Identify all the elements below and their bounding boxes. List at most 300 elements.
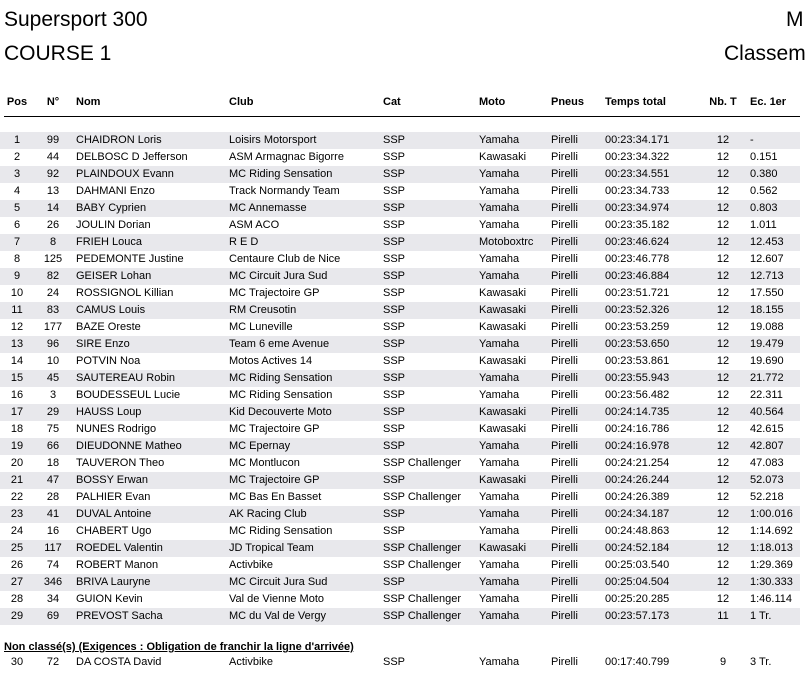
cell-num: 117 — [44, 542, 62, 554]
cell-club: Motos Actives 14 — [229, 355, 313, 367]
cell-ec: 21.772 — [750, 372, 784, 384]
cell-club: Centaure Club de Nice — [229, 253, 341, 265]
cell-ec: 1.011 — [750, 219, 777, 231]
cell-club: MC Epernay — [229, 440, 291, 452]
cell-num: 41 — [46, 508, 60, 520]
cell-temps: 00:24:16.786 — [605, 423, 670, 435]
cell-moto: Kawasaki — [479, 304, 527, 316]
table-row — [0, 200, 800, 217]
cell-moto: Kawasaki — [479, 151, 527, 163]
cell-temps: 00:23:34.974 — [605, 202, 670, 214]
col-header-num: N° — [46, 96, 60, 108]
cell-ec: 0.151 — [750, 151, 778, 163]
cell-pos: 24 — [10, 525, 24, 537]
cell-pneus: Pirelli — [551, 338, 578, 350]
cell-nom: GUION Kevin — [76, 593, 143, 605]
cell-moto: Yamaha — [479, 389, 520, 401]
table-row — [0, 387, 800, 404]
cell-num: 125 — [43, 253, 63, 265]
cell-nbt: 12 — [716, 525, 730, 537]
cell-nbt: 12 — [716, 202, 730, 214]
cell-pneus: Pirelli — [551, 593, 578, 605]
cell-cat: SSP — [383, 270, 406, 282]
cell-club: Activbike — [229, 656, 274, 668]
cell-nbt: 12 — [716, 457, 730, 469]
cell-nbt: 12 — [716, 576, 730, 588]
cell-pos: 8 — [13, 253, 21, 265]
cell-moto: Yamaha — [479, 168, 520, 180]
cell-pneus: Pirelli — [551, 610, 578, 622]
cell-temps: 00:23:56.482 — [605, 389, 670, 401]
cell-num: 82 — [46, 270, 60, 282]
cell-num: 177 — [43, 321, 63, 333]
cell-pneus: Pirelli — [551, 185, 578, 197]
cell-temps: 00:24:14.735 — [605, 406, 670, 418]
cell-cat: SSP Challenger — [383, 491, 462, 503]
cell-club: ASM ACO — [229, 219, 280, 231]
col-header-temps: Temps total — [605, 96, 666, 108]
cell-nbt: 12 — [716, 321, 730, 333]
cell-club: AK Racing Club — [229, 508, 307, 520]
cell-moto: Kawasaki — [479, 406, 527, 418]
table-row — [0, 540, 800, 557]
not-classified-table — [0, 654, 800, 671]
cell-pneus: Pirelli — [551, 440, 578, 452]
cell-cat: SSP — [383, 134, 406, 146]
cell-ec: 1:29.369 — [750, 559, 793, 571]
cell-moto: Yamaha — [479, 559, 520, 571]
cell-pos: 3 — [13, 168, 21, 180]
cell-temps: 00:23:55.943 — [605, 372, 670, 384]
cell-pneus: Pirelli — [551, 253, 578, 265]
cell-ec: 0.803 — [750, 202, 778, 214]
cell-nbt: 12 — [716, 440, 730, 452]
cell-nom: ROEDEL Valentin — [76, 542, 163, 554]
col-header-cat: Cat — [383, 96, 401, 108]
cell-pneus: Pirelli — [551, 525, 578, 537]
cell-nbt: 12 — [716, 185, 730, 197]
cell-temps: 00:23:35.182 — [605, 219, 670, 231]
cell-nbt: 12 — [716, 236, 730, 248]
cell-pos: 23 — [10, 508, 24, 520]
cell-cat: SSP — [383, 202, 406, 214]
cell-num: 96 — [46, 338, 60, 350]
cell-club: Kid Decouverte Moto — [229, 406, 332, 418]
cell-pos: 28 — [10, 593, 24, 605]
cell-num: 8 — [49, 236, 57, 248]
col-header-nom: Nom — [76, 96, 101, 108]
col-header-pos: Pos — [6, 96, 28, 108]
cell-pos: 25 — [10, 542, 24, 554]
cell-cat: SSP — [383, 525, 406, 537]
cell-cat: SSP — [383, 406, 406, 418]
cell-cat: SSP — [383, 576, 406, 588]
cell-ec: 0.562 — [750, 185, 778, 197]
cell-temps: 00:24:34.187 — [605, 508, 670, 520]
cell-club: JD Tropical Team — [229, 542, 314, 554]
cell-num: 29 — [46, 406, 60, 418]
cell-temps: 00:24:16.978 — [605, 440, 670, 452]
cell-ec: 19.690 — [750, 355, 784, 367]
cell-moto: Yamaha — [479, 134, 520, 146]
cell-pneus: Pirelli — [551, 474, 578, 486]
cell-nbt: 12 — [716, 474, 730, 486]
cell-club: MC Circuit Jura Sud — [229, 270, 328, 282]
cell-pneus: Pirelli — [551, 168, 578, 180]
cell-ec: 1 Tr. — [750, 610, 772, 622]
table-row — [0, 455, 800, 472]
cell-num: 14 — [46, 202, 60, 214]
category-title: Supersport 300 — [4, 8, 148, 31]
cell-nom: PEDEMONTE Justine — [76, 253, 184, 265]
cell-nom: BOUDESSEUL Lucie — [76, 389, 181, 401]
cell-cat: SSP — [383, 236, 406, 248]
cell-ec: - — [750, 134, 754, 146]
cell-temps: 00:24:48.863 — [605, 525, 670, 537]
cell-ec: 12.713 — [750, 270, 784, 282]
cell-num: 346 — [43, 576, 63, 588]
cell-temps: 00:23:53.861 — [605, 355, 670, 367]
cell-nom: CAMUS Louis — [76, 304, 146, 316]
cell-pneus: Pirelli — [551, 508, 578, 520]
cell-temps: 00:25:20.285 — [605, 593, 670, 605]
table-row — [0, 183, 800, 200]
cell-nom: DIEUDONNE Matheo — [76, 440, 182, 452]
cell-moto: Yamaha — [479, 372, 520, 384]
cell-temps: 00:24:26.389 — [605, 491, 670, 503]
cell-temps: 00:24:21.254 — [605, 457, 670, 469]
cell-nom: FRIEH Louca — [76, 236, 143, 248]
cell-nbt: 12 — [716, 559, 730, 571]
cell-pneus: Pirelli — [551, 423, 578, 435]
cell-nbt: 12 — [716, 304, 730, 316]
cell-temps: 00:25:03.540 — [605, 559, 670, 571]
cell-temps: 00:17:40.799 — [605, 656, 670, 668]
cell-nbt: 12 — [716, 219, 730, 231]
table-row — [0, 302, 800, 319]
cell-pos: 12 — [10, 321, 24, 333]
cell-club: MC Trajectoire GP — [229, 423, 320, 435]
cell-nom: PREVOST Sacha — [76, 610, 163, 622]
cell-nbt: 12 — [716, 253, 730, 265]
cell-moto: Yamaha — [479, 491, 520, 503]
cell-club: MC Riding Sensation — [229, 525, 333, 537]
cell-pneus: Pirelli — [551, 270, 578, 282]
cell-moto: Yamaha — [479, 202, 520, 214]
cell-temps: 00:24:26.244 — [605, 474, 670, 486]
cell-club: MC Riding Sensation — [229, 372, 333, 384]
cell-nbt: 12 — [716, 389, 730, 401]
cell-nbt: 12 — [716, 491, 730, 503]
table-header — [0, 96, 800, 112]
cell-club: MC Trajectoire GP — [229, 287, 320, 299]
cell-ec: 17.550 — [750, 287, 784, 299]
cell-ec: 18.155 — [750, 304, 784, 316]
cell-nom: POTVIN Noa — [76, 355, 141, 367]
cell-temps: 00:24:52.184 — [605, 542, 670, 554]
cell-temps: 00:23:53.259 — [605, 321, 670, 333]
cell-pneus: Pirelli — [551, 389, 578, 401]
cell-nbt: 12 — [716, 508, 730, 520]
cell-pos: 29 — [10, 610, 24, 622]
table-row — [0, 404, 800, 421]
cell-moto: Yamaha — [479, 338, 520, 350]
cell-nom: JOULIN Dorian — [76, 219, 151, 231]
cell-nom: BABY Cyprien — [76, 202, 147, 214]
table-row — [0, 421, 800, 438]
right-title-bottom: Classem — [724, 42, 806, 65]
cell-num: 26 — [46, 219, 60, 231]
cell-moto: Yamaha — [479, 576, 520, 588]
cell-nom: ROBERT Manon — [76, 559, 159, 571]
cell-ec: 0.380 — [750, 168, 778, 180]
cell-cat: SSP — [383, 372, 406, 384]
cell-ec: 52.073 — [750, 474, 784, 486]
cell-pneus: Pirelli — [551, 321, 578, 333]
cell-num: 28 — [46, 491, 60, 503]
cell-moto: Yamaha — [479, 457, 520, 469]
cell-nom: DUVAL Antoine — [76, 508, 152, 520]
cell-temps: 00:25:04.504 — [605, 576, 670, 588]
cell-ec: 19.088 — [750, 321, 784, 333]
cell-moto: Kawasaki — [479, 423, 527, 435]
cell-club: MC Circuit Jura Sud — [229, 576, 328, 588]
cell-moto: Yamaha — [479, 270, 520, 282]
cell-temps: 00:23:51.721 — [605, 287, 670, 299]
cell-ec: 1:46.114 — [750, 593, 793, 605]
cell-pos: 27 — [10, 576, 24, 588]
cell-cat: SSP — [383, 338, 406, 350]
table-row — [0, 234, 800, 251]
table-row — [0, 268, 800, 285]
cell-cat: SSP — [383, 304, 406, 316]
col-header-ec: Ec. 1er — [750, 96, 787, 108]
cell-club: R E D — [229, 236, 259, 248]
table-row — [0, 591, 800, 608]
cell-pos: 10 — [10, 287, 24, 299]
cell-cat: SSP Challenger — [383, 610, 462, 622]
cell-num: 72 — [46, 656, 60, 668]
cell-moto: Yamaha — [479, 525, 520, 537]
cell-pos: 1 — [13, 134, 21, 146]
cell-club: Loisirs Motorsport — [229, 134, 317, 146]
cell-num: 16 — [46, 525, 60, 537]
cell-nom: ROSSIGNOL Killian — [76, 287, 174, 299]
cell-cat: SSP — [383, 219, 406, 231]
cell-moto: Yamaha — [479, 656, 520, 668]
cell-num: 34 — [46, 593, 60, 605]
cell-ec: 12.607 — [750, 253, 784, 265]
cell-club: MC Trajectoire GP — [229, 474, 320, 486]
cell-cat: SSP Challenger — [383, 593, 462, 605]
cell-club: MC Riding Sensation — [229, 389, 333, 401]
table-row — [0, 132, 800, 149]
cell-nbt: 12 — [716, 338, 730, 350]
cell-nom: HAUSS Loup — [76, 406, 142, 418]
cell-cat: SSP Challenger — [383, 457, 462, 469]
cell-temps: 00:23:53.650 — [605, 338, 670, 350]
cell-nom: PALHIER Evan — [76, 491, 151, 503]
cell-ec: 52.218 — [750, 491, 784, 503]
table-row — [0, 472, 800, 489]
cell-num: 13 — [46, 185, 60, 197]
cell-num: 92 — [46, 168, 60, 180]
col-header-nbt: Nb. T — [709, 96, 737, 108]
cell-nbt: 12 — [716, 134, 730, 146]
cell-temps: 00:23:46.778 — [605, 253, 670, 265]
table-row — [0, 353, 800, 370]
cell-nbt: 12 — [716, 355, 730, 367]
cell-pneus: Pirelli — [551, 151, 578, 163]
cell-temps: 00:23:34.551 — [605, 168, 670, 180]
cell-pos: 17 — [10, 406, 24, 418]
cell-nbt: 9 — [719, 656, 727, 668]
cell-club: MC Bas En Basset — [229, 491, 322, 503]
cell-temps: 00:23:46.884 — [605, 270, 670, 282]
cell-ec: 40.564 — [750, 406, 784, 418]
cell-num: 99 — [46, 134, 60, 146]
cell-nom: PLAINDOUX Evann — [76, 168, 174, 180]
table-row — [0, 654, 800, 671]
cell-pos: 22 — [10, 491, 24, 503]
cell-pos: 14 — [10, 355, 24, 367]
cell-club: MC Montlucon — [229, 457, 300, 469]
cell-cat: SSP — [383, 440, 406, 452]
cell-num: 18 — [46, 457, 60, 469]
cell-temps: 00:23:57.173 — [605, 610, 670, 622]
cell-num: 74 — [46, 559, 60, 571]
cell-pneus: Pirelli — [551, 202, 578, 214]
cell-ec: 47.083 — [750, 457, 784, 469]
table-row — [0, 370, 800, 387]
cell-moto: Kawasaki — [479, 542, 527, 554]
table-row — [0, 506, 800, 523]
cell-pos: 30 — [10, 656, 24, 668]
cell-moto: Yamaha — [479, 219, 520, 231]
right-title-top: M — [786, 8, 804, 31]
cell-pos: 18 — [10, 423, 24, 435]
cell-club: MC Riding Sensation — [229, 168, 333, 180]
table-row — [0, 489, 800, 506]
cell-cat: SSP — [383, 389, 406, 401]
cell-nom: BAZE Oreste — [76, 321, 141, 333]
cell-num: 44 — [46, 151, 60, 163]
cell-pneus: Pirelli — [551, 457, 578, 469]
col-header-club: Club — [229, 96, 254, 108]
cell-moto: Kawasaki — [479, 321, 527, 333]
cell-nbt: 12 — [716, 372, 730, 384]
table-row — [0, 523, 800, 540]
cell-num: 24 — [46, 287, 60, 299]
table-row — [0, 251, 800, 268]
cell-nom: TAUVERON Theo — [76, 457, 165, 469]
table-row — [0, 336, 800, 353]
cell-nom: SAUTEREAU Robin — [76, 372, 176, 384]
cell-ec: 3 Tr. — [750, 656, 772, 668]
cell-num: 47 — [46, 474, 60, 486]
cell-pneus: Pirelli — [551, 134, 578, 146]
cell-nom: DA COSTA David — [76, 656, 162, 668]
cell-ec: 42.615 — [750, 423, 784, 435]
cell-temps: 00:23:34.322 — [605, 151, 670, 163]
results-table — [0, 117, 800, 625]
cell-pneus: Pirelli — [551, 236, 578, 248]
cell-cat: SSP Challenger — [383, 559, 462, 571]
cell-pneus: Pirelli — [551, 219, 578, 231]
cell-ec: 1:18.013 — [750, 542, 793, 554]
cell-cat: SSP — [383, 474, 406, 486]
race-title: COURSE 1 — [4, 42, 112, 65]
cell-pneus: Pirelli — [551, 304, 578, 316]
cell-cat: SSP Challenger — [383, 542, 462, 554]
table-row — [0, 608, 800, 625]
cell-nbt: 12 — [716, 270, 730, 282]
cell-nbt: 12 — [716, 287, 730, 299]
cell-temps: 00:23:34.171 — [605, 134, 670, 146]
cell-cat: SSP — [383, 508, 406, 520]
cell-cat: SSP — [383, 151, 406, 163]
cell-nom: NUNES Rodrigo — [76, 423, 157, 435]
cell-num: 3 — [49, 389, 57, 401]
cell-cat: SSP — [383, 253, 406, 265]
cell-cat: SSP — [383, 185, 406, 197]
cell-nom: BRIVA Lauryne — [76, 576, 151, 588]
cell-pneus: Pirelli — [551, 559, 578, 571]
cell-club: RM Creusotin — [229, 304, 297, 316]
cell-nbt: 12 — [716, 168, 730, 180]
cell-pos: 16 — [10, 389, 24, 401]
cell-nom: DELBOSC D Jefferson — [76, 151, 188, 163]
cell-temps: 00:23:34.733 — [605, 185, 670, 197]
cell-nom: CHAIDRON Loris — [76, 134, 162, 146]
cell-pos: 5 — [13, 202, 21, 214]
cell-pneus: Pirelli — [551, 355, 578, 367]
cell-ec: 1:00.016 — [750, 508, 793, 520]
table-row — [0, 217, 800, 234]
cell-nom: SIRE Enzo — [76, 338, 130, 350]
cell-pos: 13 — [10, 338, 24, 350]
cell-pneus: Pirelli — [551, 406, 578, 418]
cell-moto: Kawasaki — [479, 355, 527, 367]
cell-moto: Kawasaki — [479, 287, 527, 299]
cell-moto: Yamaha — [479, 610, 520, 622]
cell-club: MC du Val de Vergy — [229, 610, 327, 622]
table-row — [0, 438, 800, 455]
cell-num: 10 — [46, 355, 60, 367]
cell-moto: Motoboxtrc — [479, 236, 534, 248]
cell-pos: 19 — [10, 440, 24, 452]
cell-ec: 19.479 — [750, 338, 784, 350]
cell-temps: 00:23:52.326 — [605, 304, 670, 316]
cell-pneus: Pirelli — [551, 542, 578, 554]
cell-pneus: Pirelli — [551, 656, 578, 668]
cell-pos: 4 — [13, 185, 21, 197]
cell-num: 83 — [46, 304, 60, 316]
not-classified-label: Non classé(s) (Exigences : Obligation de franchir la ligne d'arrivée) — [4, 641, 354, 653]
cell-club: ASM Armagnac Bigorre — [229, 151, 344, 163]
cell-club: MC Luneville — [229, 321, 293, 333]
cell-pos: 2 — [13, 151, 21, 163]
cell-ec: 1:14.692 — [750, 525, 793, 537]
cell-ec: 42.807 — [750, 440, 784, 452]
table-row — [0, 285, 800, 302]
cell-cat: SSP — [383, 287, 406, 299]
cell-nom: DAHMANI Enzo — [76, 185, 155, 197]
cell-nbt: 12 — [716, 406, 730, 418]
col-header-moto: Moto — [479, 96, 506, 108]
cell-pos: 26 — [10, 559, 24, 571]
cell-club: Team 6 eme Avenue — [229, 338, 330, 350]
